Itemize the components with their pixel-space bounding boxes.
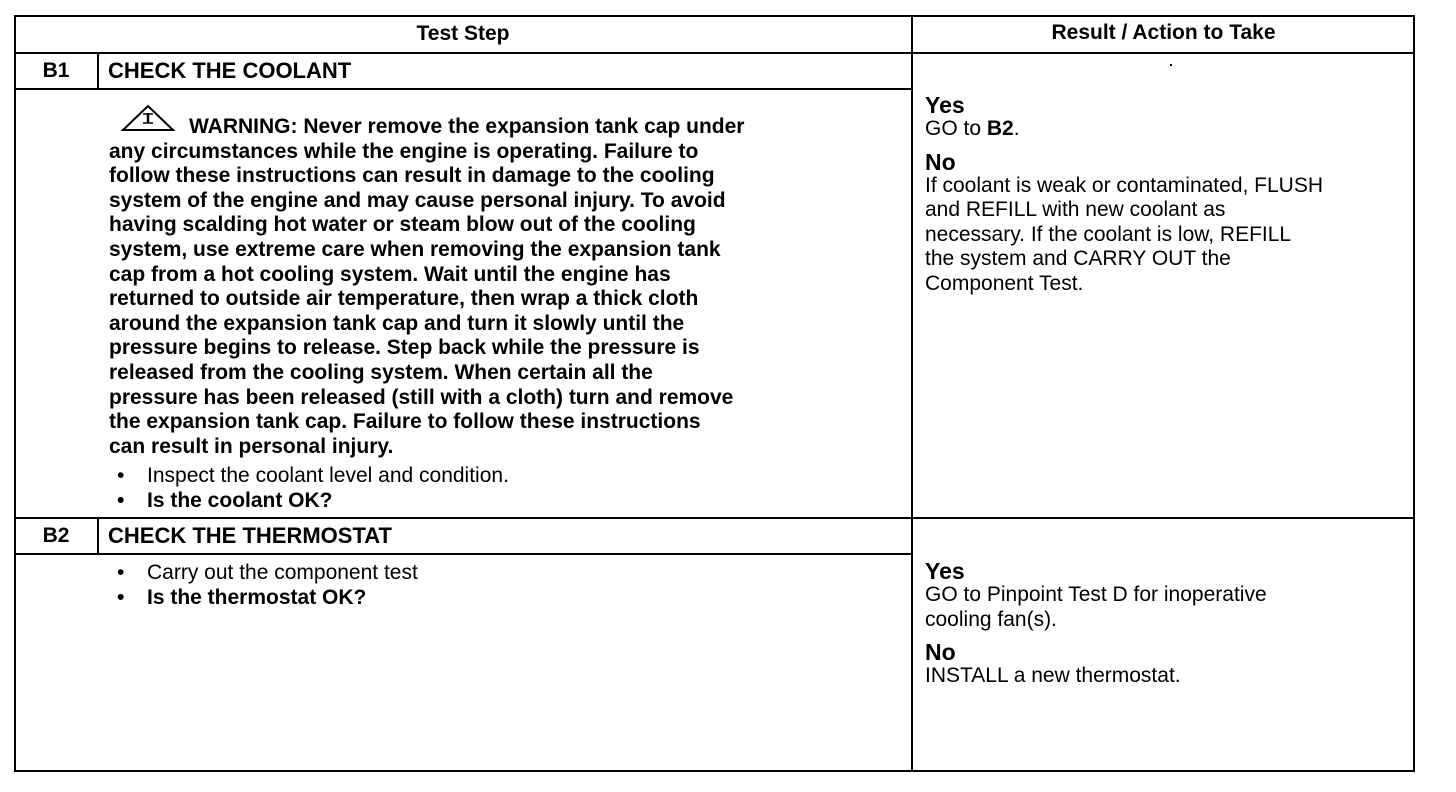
no-label: No [925,639,956,666]
warning-line: cap from a hot cooling system. Wait until the engine has [109,262,671,286]
warning-line: WARNING: Never remove the expansion tank cap under [189,115,745,138]
no-action-line: necessary. If the coolant is low, REFILL [925,222,1292,246]
list-item: • Is the thermostat OK? [117,585,367,609]
no-action-line: If coolant is weak or contaminated, FLUSH [925,173,1324,197]
step-title-divider-b2 [14,553,912,555]
warning-line: returned to outside air temperature, then wrap a thick cloth [109,287,699,311]
result-b1 [925,93,1415,297]
step-title-b2: CHECK THE THERMOSTAT [108,523,392,548]
list-item: • Carry out the component test [117,561,418,584]
yes-label: Yes [925,558,965,584]
bullet-list-b1 [109,464,509,513]
no-action-line: and REFILL with new coolant as [925,198,1226,222]
warning-line: pressure begins to release. Step back while the pressure is [109,336,700,360]
step-id-b1: B1 [42,59,70,82]
step-id-b2: B2 [42,524,70,547]
warning-line: pressure has been released (still with a cloth) turn and remove [109,385,734,409]
no-action-line: Component Test. [925,271,1084,295]
yes-action-line: GO to Pinpoint Test D for inoperative [925,583,1267,606]
bullet-list-b2 [109,561,418,610]
warning-line: the expansion tank cap. Failure to follow these instructions [109,410,701,434]
bullet-question: Is the thermostat OK? [147,585,367,609]
bullet-text: Carry out the component test [147,561,418,584]
result-b2 [925,559,1415,689]
no-action-line: INSTALL a new thermostat. [925,664,1181,688]
header-result-action: Result / Action to Take [1051,21,1276,44]
warning-line: follow these instructions can result in damage to the cooling [109,164,715,188]
no-action-line: the system and CARRY OUT the [925,247,1231,271]
yes-label: Yes [925,92,965,118]
warning-triangle-icon [119,103,177,133]
yes-action-line: cooling fan(s). [925,607,1057,631]
warning-line: can result in personal injury. [109,434,394,458]
warning-line: around the expansion tank cap and turn it slowly until the [109,311,685,335]
warning-line: any circumstances while the engine is operating. Failure to [109,139,699,163]
step-divider [14,517,1415,519]
bullet-question: Is the coolant OK? [147,488,333,512]
warning-line: system of the engine and may cause personal injury. To avoid [109,188,726,212]
warning-line: having scalding hot water or steam blow out of the cooling [109,213,696,237]
list-item: • Inspect the coolant level and condition. [117,464,509,487]
no-label: No [925,148,956,175]
header-divider [14,52,1415,54]
warning-line: released from the cooling system. When certain all the [109,360,653,384]
column-divider [911,15,913,772]
yes-action: GO to B2. [925,117,1020,140]
header-test-step: Test Step [416,22,510,45]
step-title-divider-b1 [14,88,912,90]
scan-speck [1170,64,1172,66]
step-title-b1: CHECK THE COOLANT [108,58,352,83]
warning-line: system, use extreme care when removing the expansion tank [109,237,721,261]
bullet-text: Inspect the coolant level and condition. [147,464,509,487]
list-item: • Is the coolant OK? [117,488,333,512]
warning-block [109,115,899,459]
